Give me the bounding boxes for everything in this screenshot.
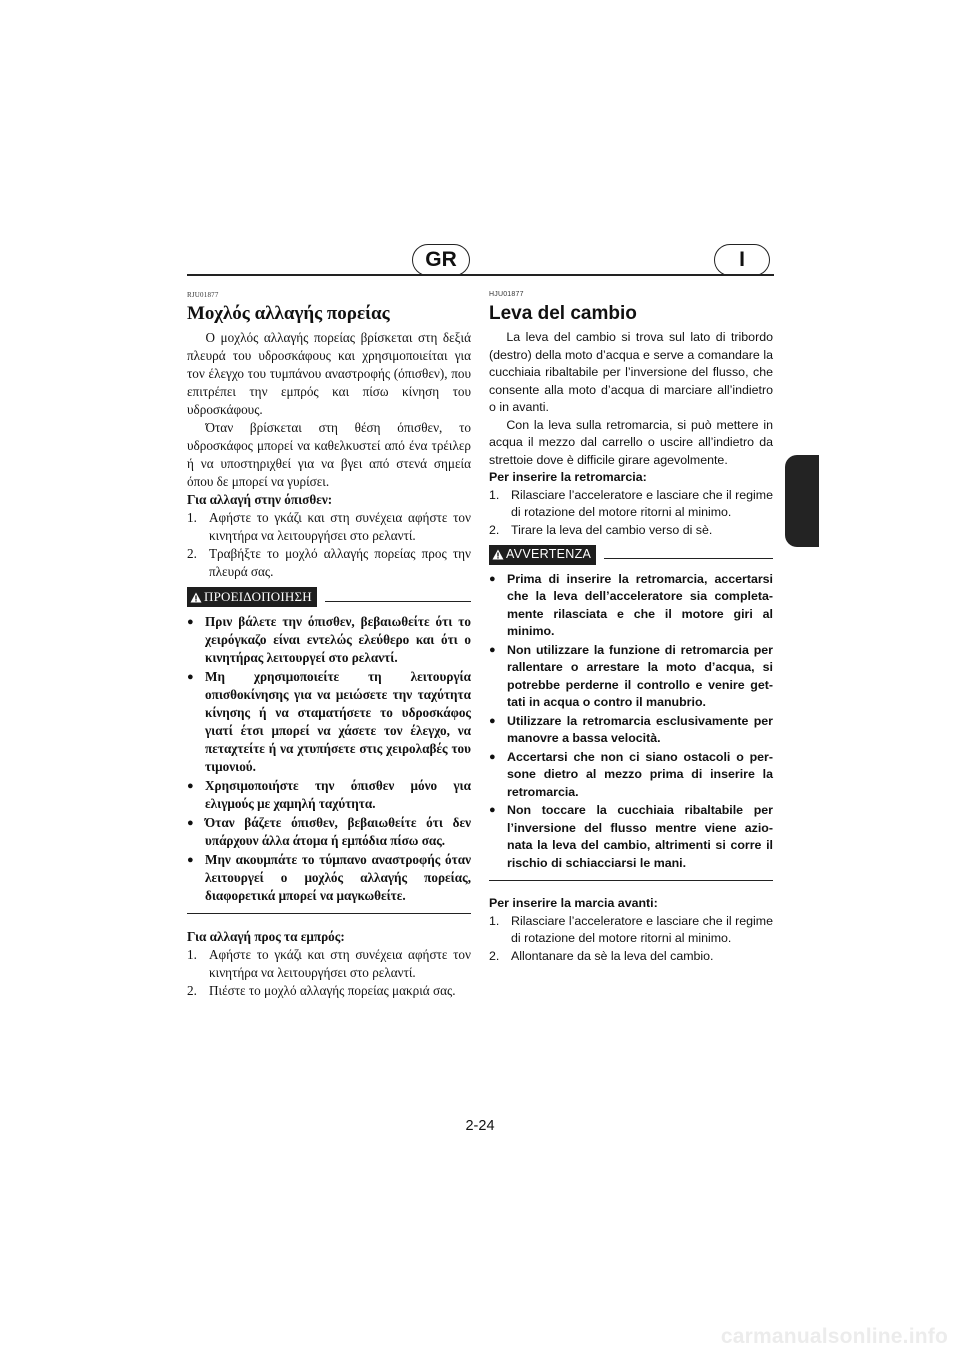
step-item: 2. Allontanare da sè la leva del cambio. <box>489 948 714 963</box>
step-item: 2. Τραβήξτε το μοχλό αλλαγής πορείας προς την πλευρά σας. <box>187 546 471 579</box>
step-item: 2. Tirare la leva del cambio verso di sè. <box>489 522 713 537</box>
warning-item: ● Όταν βάζετε όπισθεν, βεβαιωθείτε ότι δεν υπάρχουν άλλα άτομα ή εμπόδια πίσω σας. <box>187 815 471 848</box>
warning-item: ● Non toccare la cucchiaia ribaltabile per l’inversione del flusso mentre viene azio-nata la leva del cambio, altrimenti si corre il rischio di schiacciarsi le mani. <box>489 802 773 872</box>
bullet-icon: ● <box>489 750 496 763</box>
step-item: 1. Rilasciare l’acceleratore e lasciare che il regime di rotazione del motore ritorni al minimo. <box>489 913 773 945</box>
warning-item: ● Πριν βάλετε την όπισθεν, βεβαιωθείτε ότι το χειρόγκαζο είναι εντελώς ελεύθερο και ότι ο κινητήρας λειτουργεί στο ρελαντί. <box>187 614 471 665</box>
footer-watermark[interactable]: carmanualsonline.info <box>720 1325 948 1348</box>
section-code: RJU01877 <box>187 291 219 299</box>
warning-item: ● Prima di inserire la retromarcia, accertarsi che la leva dell’acceleratore sia completa-mente rilasciata e che il motore giri al minimo. <box>489 571 773 641</box>
page-number: 2-24 <box>465 1118 495 1134</box>
bullet-icon: ● <box>489 572 496 585</box>
bullet-icon: ● <box>489 714 496 727</box>
warning-end-rule <box>489 880 773 881</box>
language-tag-italian: I <box>714 244 770 276</box>
paragraph: La leva del cambio si trova sul lato di tribordo (destro) della moto d’acqua e serve a comandare la cucchiaia ribaltabile per l’inversione del flusso, che consente alla moto d’acqua di marciare all’indietro o in avanti. <box>489 330 773 414</box>
bullet-icon: ● <box>187 671 194 683</box>
step-item: 1. Αφήστε το γκάζι και στη συνέχεια αφήστε τον κινητήρα να λειτουργήσει στο ρελαντί. <box>187 510 471 543</box>
italian-column <box>489 290 773 965</box>
step-item: 2. Πιέστε το μοχλό αλλαγής πορείας μακριά σας. <box>187 983 456 998</box>
warning-rule <box>325 601 471 602</box>
warning-badge: ΠΡΟΕΙΔΟΠΟΙΗΣΗ <box>187 587 317 607</box>
warning-item: ● Μην ακουμπάτε το τύμπανο αναστροφής όταν λειτουργεί ο μοχλός αλλαγής πορείας, διαφορετικά μπορεί να μαγκωθείτε. <box>187 852 471 903</box>
warning-list <box>489 571 773 873</box>
warning-header <box>489 545 773 565</box>
language-tag-greek: GR <box>412 244 470 276</box>
bullet-icon: ● <box>489 804 496 816</box>
section-title: Leva del cambio <box>489 303 637 324</box>
warning-rule <box>604 558 773 559</box>
warning-item: ● Accertarsi che non ci siano ostacoli o per-sone dietro al mezzo prima di inserire la retromarcia. <box>489 749 773 802</box>
bullet-icon: ● <box>187 616 194 628</box>
forward-heading: Για αλλαγή προς τα εμπρός: <box>187 929 345 944</box>
forward-heading: Per inserire la marcia avanti: <box>489 896 658 910</box>
warning-item: ● Utilizzare la retromarcia esclusivamente per manovre a bassa velocità. <box>489 713 773 748</box>
warning-triangle-icon <box>190 592 202 603</box>
warning-end-rule <box>187 913 471 914</box>
warning-item: ● Μη χρησιμοποιείτε τη λειτουργία οπισθοκίνησης για να μειώσετε την ταχύτητα κίνησης ή να σταματήσετε το υδροσκάφος γιατί έτσι μπορεί να χάσετε τον έλεγχο, να πεταχτείτε ή να χτυπήσετε στις χειρολαβές του τιμονιού. <box>187 669 471 774</box>
reverse-heading: Για αλλαγή στην όπισθεν: <box>187 492 333 507</box>
paragraph: Όταν βρίσκεται στη θέση όπισθεν, το υδροσκάφος μπορεί να καθελκυστεί από ένα τρέιλερ ή να υποστηριχθεί για να βγει από στενά σημεία όπου δε μπορεί να γυρίσει. <box>187 420 471 489</box>
bullet-icon: ● <box>187 780 194 792</box>
section-title: Μοχλός αλλαγής πορείας <box>187 303 390 324</box>
warning-triangle-icon <box>492 549 504 560</box>
section-tab-marker <box>785 455 819 547</box>
section-code: HJU01877 <box>489 291 524 298</box>
bullet-icon: ● <box>489 643 496 656</box>
step-item: 1. Αφήστε το γκάζι και στη συνέχεια αφήστε τον κινητήρα να λειτουργήσει στο ρελαντί. <box>187 947 471 980</box>
header-rule <box>187 274 774 276</box>
bullet-icon: ● <box>187 854 194 866</box>
reverse-heading: Per inserire la retromarcia: <box>489 470 647 484</box>
bullet-icon: ● <box>187 817 194 829</box>
greek-column <box>187 290 471 1000</box>
warning-header <box>187 587 471 607</box>
paragraph: Con la leva sulla retromarcia, si può mettere in acqua il mezzo dal carrello o uscire all’indietro da strettoie dove è difficile girare agevolmente. <box>489 417 773 467</box>
warning-item: ● Non utilizzare la funzione di retromarcia per rallentare o arrestare la moto d’acqua, si potrebbe perderne il controllo e venire get-tati in acqua o contro il manubrio. <box>489 642 773 712</box>
warning-badge: AVVERTENZA <box>489 545 596 565</box>
warning-list <box>187 613 471 905</box>
paragraph: Ο μοχλός αλλαγής πορείας βρίσκεται στη δεξιά πλευρά του υδροσκάφους και χρησιμοποιείται για τον έλεγχο του τυμπάνου αναστροφής (όπισθεν), που επιτρέπει την εμπρός και πίσω κίνηση του υδροσκάφους. <box>187 330 471 417</box>
step-item: 1. Rilasciare l’acceleratore e lasciare che il regime di rotazione del motore ritorni al minimo. <box>489 487 773 519</box>
warning-item: ● Χρησιμοποιήστε την όπισθεν μόνο για ελιγμούς με χαμηλή ταχύτητα. <box>187 778 471 811</box>
